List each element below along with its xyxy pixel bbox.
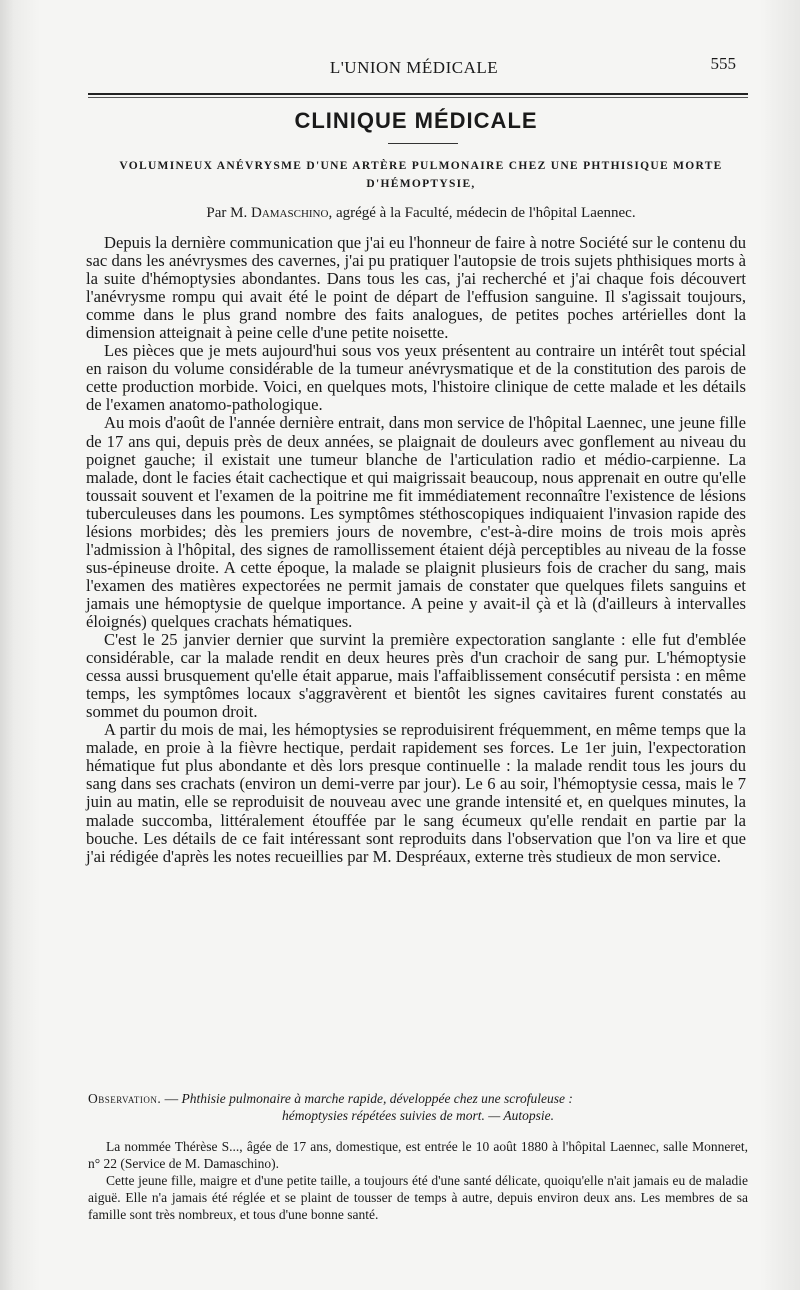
author-name: Damaschino [250,205,329,221]
header-rule-thin [88,97,748,98]
paragraph: A partir du mois de mai, les hémoptysies se reproduisirent fréquemment, en même temps que la malade, en proie à la fièvre hectique, perdait rapidement ses forces. Le 1er juin, l'expectoration hématique fut plus abondante et dès lors presque continuelle : la malade rendit tous les jours du sang dans ses crachats (environ un demi-verre par jour). Le 6 au soir, l'hémoptysie cessa, mais le 7 juin au matin, elle se reproduisit de nouveau avec une grande intensité et, en quelques minutes, la malade succomba, littéralement étouffée par le sang écumeux qu'elle rendait en partie par la bouche. Les détails de ce fait intéressant sont reproduits dans l'observation que l'on va lire et que j'ai rédigée d'après les notes recueillies par M. Despréaux, externe très studieux de mon service. [86,720,746,866]
observation-label: Observation. [88,1091,162,1106]
paragraph: Depuis la dernière communication que j'ai eu l'honneur de faire à notre Société sur le contenu du sac dans les anévrysmes des cavernes, j'ai pu pratiquer l'autopsie de trois sujets phthisiques morts à la suite d'hémoptysies abondantes. Dans tous les cas, j'ai recherché et j'ai chaque fois découvert l'anévrysme rompu qui avait été le point de départ de l'effusion sanguine. Il s'agissait toujours, comme dans le plus grand nombre des faits analogues, de petites poches artérielles dont la dimension atteignait à peine celle d'une petite noisette. [86,233,746,343]
section-rule [388,143,458,144]
article-body [86,234,746,866]
observation-heading [88,1090,748,1124]
journal-title: L'UNION MÉDICALE [329,58,499,77]
observation-subtitle: hémoptysies répétées suivies de mort. — Autopsie. [282,1108,554,1123]
page-number: 555 [710,54,736,73]
header-rule [88,93,748,95]
running-header [86,54,742,86]
paragraph: Les pièces que je mets aujourd'hui sous vos yeux présentent au contraire un intérêt tout spécial en raison du volume considérable de la tumeur anévrysmatique et de la constitution des parois de cette production morbide. Voici, en quelques mots, l'histoire clinique de cette malade et les détails de l'examen anatomo-pathologique. [86,341,746,415]
observation-paragraph: La nommée Thérèse S..., âgée de 17 ans, domestique, est entrée le 10 août 1880 à l'hôpital Laennec, salle Monneret, n° 22 (Service de M. Damaschino). [88,1139,748,1171]
author-affiliation: , agrégé à la Faculté, médecin de l'hôpital Laennec. [328,205,636,221]
observation-section [88,1090,748,1223]
observation-title: Phthisie pulmonaire à marche rapide, développée chez une scrofuleuse : [181,1091,573,1106]
observation-dash: — [161,1091,182,1106]
author-prefix: Par M. [206,205,248,221]
author-line [86,205,756,222]
paragraph: C'est le 25 janvier dernier que survint la première expectoration sanglante : elle fut d'emblée considérable, car la malade rendit en deux heures près d'un crachoir de sang pur. L'hémoptysie cessa aussi brusquement qu'elle était apparue, mais l'affaiblissement consécutif persista : en même temps, les symptômes locaux s'aggravèrent et bientôt les signes cavitaires furent constatés au sommet du poumon droit. [86,630,746,722]
paragraph: Au mois d'août de l'année dernière entrait, dans mon service de l'hôpital Laennec, une jeune fille de 17 ans qui, depuis près de deux années, se plaignait de douleurs avec gonflement au niveau du poignet gauche; il existait une tumeur blanche de l'articulation radio et médio-carpienne. La malade, dont le facies était cachectique et qui maigrissait beaucoup, nous apprenait en outre qu'elle toussait souvent et l'examen de la poitrine me fit immédiatement reconnaître l'existence de lésions tuberculeuses dans les poumons. Les symptômes stéthoscopiques indiquaient l'invasion rapide des lésions morbides; dès les premiers jours de novembre, c'est-à-dire moins de trois mois après l'admission à l'hôpital, des signes de ramollissement étaient déjà perceptibles au niveau de la fosse sus-épineuse droite. A cette époque, la malade se plaignit plusieurs fois de cracher du sang, mais l'examen des matières expectorées ne permit jamais de constater que quelques filets sanguins et jamais une hémoptysie de quelque importance. A peine y avait-il çà et là (d'ailleurs à intervalles éloignés) quelques crachats hématiques. [86,413,746,631]
section-title: CLINIQUE MÉDICALE [294,108,538,133]
observation-paragraph: Cette jeune fille, maigre et d'une petite taille, a toujours été d'une santé délicate, quoiqu'elle n'ait jamais eu de maladie aiguë. Elle n'a jamais été réglée et se plaint de tousser de temps à autre, depuis environ deux ans. Les membres de sa famille sont très nombreux, et tous d'une bonne santé. [88,1173,748,1222]
article-title: VOLUMINEUX ANÉVRYSME D'UNE ARTÈRE PULMONAIRE CHEZ UNE PHTHISIQUE MORTE D'HÉMOPTYSIE, [119,160,723,190]
